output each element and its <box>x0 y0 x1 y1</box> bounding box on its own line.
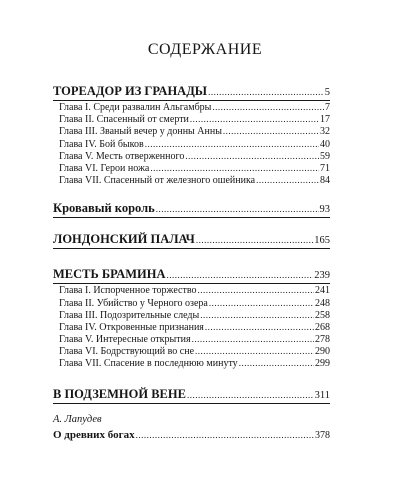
chapter-label: Глава V. Интересные открытия <box>59 334 191 346</box>
chapter-page: 241 <box>315 285 330 297</box>
chapter-page: 290 <box>315 346 330 358</box>
section-page: 5 <box>324 87 330 98</box>
chapter-label: Глава II. Спасенный от смерти <box>59 114 189 126</box>
chapter-label: Глава III. Подозрительные следы <box>59 309 200 321</box>
section-line[interactable] <box>53 385 330 404</box>
chapter-page: 268 <box>315 321 330 333</box>
section-line[interactable] <box>53 82 330 101</box>
table-of-contents <box>53 82 330 443</box>
chapter-list <box>53 101 330 186</box>
chapter-line[interactable] <box>59 125 330 137</box>
chapter-line[interactable] <box>59 357 330 369</box>
chapter-page: 84 <box>320 175 330 187</box>
toc-section-underground-vienna <box>53 385 330 404</box>
leader-dots <box>156 199 319 218</box>
chapter-label: Глава II. Убийство у Черного озера <box>59 297 208 309</box>
chapter-page: 258 <box>315 309 330 321</box>
leader-dots <box>256 174 319 187</box>
leader-dots <box>196 230 313 249</box>
chapter-label: Глава VI. Герои ножа <box>59 162 150 174</box>
chapter-line[interactable] <box>59 101 330 113</box>
chapter-label: Глава I. Среди развалин Альгамбры <box>59 102 212 113</box>
chapter-page: 32 <box>320 126 330 138</box>
section-line[interactable] <box>53 199 330 218</box>
appendix-line[interactable] <box>53 427 330 443</box>
chapter-page: 7 <box>325 102 330 113</box>
spacer <box>53 249 330 265</box>
chapter-line[interactable] <box>59 284 330 296</box>
leader-dots <box>187 385 314 404</box>
chapter-label: Глава V. Месть отверженного <box>59 150 185 162</box>
chapter-line[interactable] <box>59 174 330 186</box>
chapter-page: 299 <box>315 358 330 370</box>
leader-dots <box>136 427 314 443</box>
chapter-line[interactable] <box>59 345 330 357</box>
chapter-line[interactable] <box>59 333 330 345</box>
leader-dots <box>239 357 314 370</box>
appendix-author: А. Лапудев <box>53 413 102 425</box>
appendix-title: О древних богах <box>53 428 135 441</box>
page-title: СОДЕРЖАНИЕ <box>147 41 263 58</box>
toc-section-toreador <box>53 82 330 186</box>
section-title: Кровавый король <box>53 201 155 216</box>
chapter-line[interactable] <box>59 138 330 150</box>
section-page: 165 <box>314 235 330 247</box>
section-page: 93 <box>319 204 330 216</box>
chapter-label: Глава VII. Спасение в последнюю минуту <box>59 358 238 370</box>
chapter-line[interactable] <box>59 321 330 333</box>
section-title: В ПОДЗЕМНОЙ ВЕНЕ <box>53 386 186 401</box>
chapter-label: Глава III. Званый вечер у донны Анны <box>59 126 222 138</box>
chapter-line[interactable] <box>59 309 330 321</box>
chapter-line[interactable] <box>59 162 330 174</box>
chapter-label: Глава IV. Бой быков <box>59 138 144 150</box>
chapter-page: 71 <box>320 162 330 174</box>
chapter-page: 278 <box>315 334 330 346</box>
chapter-line[interactable] <box>59 297 330 309</box>
toc-section-brahmin-revenge <box>53 265 330 369</box>
chapter-page: 59 <box>320 150 330 162</box>
toc-section-london-executioner <box>53 230 330 249</box>
spacer <box>53 404 330 413</box>
chapter-page: 17 <box>320 114 330 126</box>
chapter-label: Глава I. Испорченное торжество <box>59 285 197 297</box>
chapter-line[interactable] <box>59 150 330 162</box>
chapter-page: 248 <box>315 297 330 309</box>
section-line[interactable] <box>53 265 330 284</box>
chapter-label: Глава VI. Бодрствующий во сне <box>59 346 195 358</box>
spacer <box>53 370 330 385</box>
leader-dots <box>208 82 324 101</box>
section-title: МЕСТЬ БРАМИНА <box>53 267 166 282</box>
chapter-label: Глава IV. Откровенные признания <box>59 321 204 333</box>
chapter-list <box>53 284 330 369</box>
section-line[interactable] <box>53 230 330 249</box>
spacer <box>53 186 330 199</box>
leader-dots <box>167 265 314 284</box>
toc-section-bloody-king <box>53 199 330 218</box>
section-page: 311 <box>314 389 330 401</box>
chapter-label: Глава VII. Спасенный от железного ошейника <box>59 175 256 187</box>
appendix-page: 378 <box>315 429 330 441</box>
section-title: ТОРЕАДОР ИЗ ГРАНАДЫ <box>53 84 208 98</box>
section-title: ЛОНДОНСКИЙ ПАЛАЧ <box>53 232 195 247</box>
section-page: 239 <box>314 270 330 282</box>
chapter-page: 40 <box>320 138 330 150</box>
chapter-line[interactable] <box>59 113 330 125</box>
toc-appendix <box>53 413 330 443</box>
spacer <box>53 218 330 230</box>
